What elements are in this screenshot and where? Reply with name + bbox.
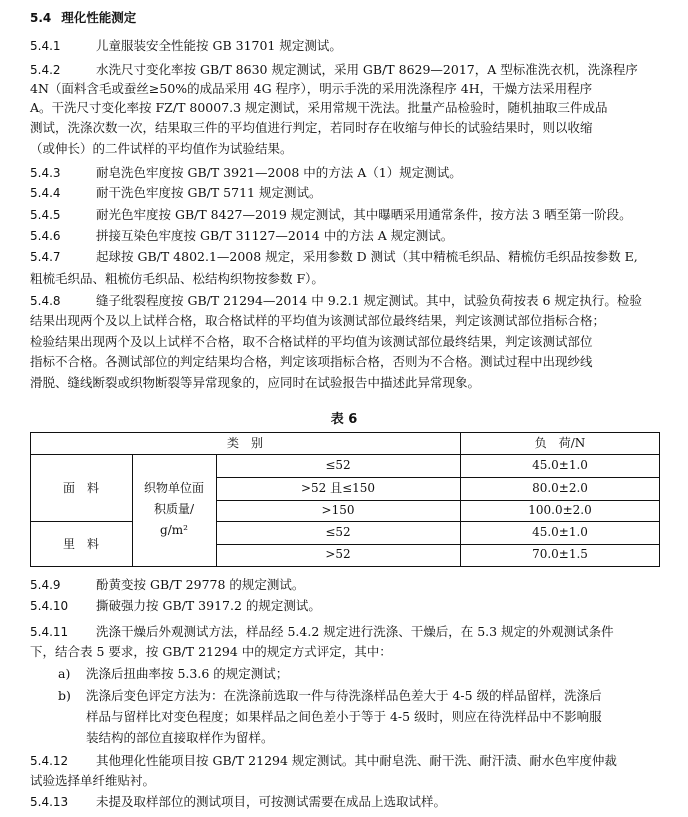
- clause-text-continued: 测试，洗涤次数一次，结果取三件的平均值进行判定，若同时存在收缩与伸长的试验结果时，则以收缩: [30, 120, 593, 135]
- list-marker-b: b): [58, 688, 71, 703]
- mass-label-line: 积质量/: [153, 502, 195, 516]
- clause-text: 耐光色牢度按 GB/T 8427—2019 规定测试，其中曝晒采用通常条件，按方法 3 晒至第一阶段。: [96, 207, 632, 222]
- mass-label-line: 织物单位面: [143, 481, 204, 495]
- section-number: 5.4: [30, 11, 52, 25]
- clause-text-continued: 下，结合表 5 要求，按 GB/T 21294 中的规定方式评定，其中：: [30, 644, 392, 659]
- clause-number: 5.4.6: [30, 229, 61, 243]
- clause-text: 未提及取样部位的测试项目，可按测试需要在成品上选取试样。: [96, 794, 447, 809]
- clause-5-4-12: [30, 753, 617, 769]
- list-item-text: 样品与留样比对变色程度；如果样品之间色差小于等于 4-5 级时，则应在待洗样品中不影响服: [86, 709, 602, 724]
- clause-5-4-2: [30, 62, 638, 78]
- clause-number: 5.4.11: [30, 625, 69, 639]
- clause-number: 5.4.13: [30, 795, 69, 809]
- mass-label-line: g/m²: [160, 523, 188, 537]
- clause-text-continued: 滑脱、缝线断裂或织物断裂等异常现象的，应同时在试验报告中描述此异常现象。: [30, 375, 481, 390]
- section-title: 理化性能测定: [61, 10, 137, 25]
- table-rule: [30, 566, 660, 567]
- mass-per-area-label: [132, 478, 216, 541]
- load-cell: 100.0±2.0: [528, 503, 592, 517]
- section-heading: [30, 10, 136, 26]
- header-category: 类 别: [226, 436, 263, 450]
- range-cell: >52: [325, 547, 351, 561]
- clause-text: 酚黄变按 GB/T 29778 的规定测试。: [96, 577, 305, 592]
- clause-5-4-13: [30, 794, 446, 810]
- clause-text: 缝子纰裂程度按 GB/T 21294—2014 中 9.2.1 规定测试。其中，试验负荷按表 6 规定执行。检验: [96, 293, 642, 308]
- clause-5-4-5: [30, 207, 632, 223]
- load-cell: 70.0±1.5: [532, 547, 588, 561]
- clause-number: 5.4.4: [30, 186, 61, 200]
- clause-text: 起球按 GB/T 4802.1—2008 规定，采用参数 D 测试（其中精梳毛织品、精梳仿毛织品按参数 E,: [96, 249, 638, 264]
- clause-text-continued: 试验选择单纤维贴衬。: [30, 773, 156, 788]
- load-cell: 45.0±1.0: [532, 525, 588, 539]
- load-cell: 45.0±1.0: [532, 458, 588, 472]
- lining-fabric-label: 里 料: [62, 537, 99, 551]
- clause-text-continued: 指标不合格。各测试部位的判定结果均合格，判定该项指标合格，否则为不合格。测试过程中出现纱线: [30, 354, 593, 369]
- table-title: 表 6: [330, 412, 358, 427]
- load-cell: 80.0±2.0: [532, 481, 588, 495]
- clause-number: 5.4.1: [30, 39, 61, 53]
- clause-5-4-9: [30, 577, 304, 593]
- clause-5-4-4: [30, 185, 321, 201]
- clause-text: 撕破强力按 GB/T 3917.2 的规定测试。: [96, 598, 321, 613]
- clause-text-continued: A。干洗尺寸变化率按 FZ/T 80007.3 规定测试，采用常规干洗法。批量产品检验时，随机抽取三件成品: [30, 100, 608, 115]
- clause-number: 5.4.10: [30, 599, 69, 613]
- clause-text: 水洗尺寸变化率按 GB/T 8630 规定测试，采用 GB/T 8629—2017，A 型标准洗衣机，洗涤程序: [96, 62, 638, 77]
- clause-5-4-7: [30, 249, 638, 265]
- table-rule: [30, 521, 132, 522]
- clause-text-continued: （或伸长）的二件试样的平均值作为试验结果。: [30, 141, 293, 156]
- range-cell: >150: [321, 503, 355, 517]
- range-cell: ≤52: [325, 525, 351, 539]
- clause-number: 5.4.5: [30, 208, 61, 222]
- clause-5-4-10: [30, 598, 321, 614]
- clause-5-4-11: [30, 624, 614, 640]
- face-fabric-label: 面 料: [62, 481, 99, 495]
- clause-5-4-3: [30, 165, 462, 181]
- clause-number: 5.4.9: [30, 578, 61, 592]
- clause-number: 5.4.2: [30, 63, 61, 77]
- header-load: 负 荷/N: [534, 436, 586, 450]
- clause-5-4-6: [30, 228, 453, 244]
- clause-text-continued: 检验结果出现两个及以上试样不合格，取不合格试样的平均值为该测试部位最终结果，判定该测试部位: [30, 334, 593, 349]
- list-item-text: 装结构的部位直接取样作为留样。: [86, 730, 274, 745]
- clause-text-continued: 结果出现两个及以上试样合格，取合格试样的平均值为该测试部位最终结果，判定该测试部位指标合格；: [30, 313, 606, 328]
- clause-5-4-8: [30, 293, 642, 309]
- clause-number: 5.4.7: [30, 250, 61, 264]
- clause-text: 儿童服装安全性能按 GB 31701 规定测试。: [96, 38, 342, 53]
- clause-number: 5.4.12: [30, 754, 69, 768]
- clause-text-continued: 粗梳毛织品、粗梳仿毛织品、松结构织物按参数 F）。: [30, 271, 324, 286]
- list-item-text: 洗涤后扭曲率按 5.3.6 的规定测试；: [86, 666, 289, 681]
- clause-5-4-1: [30, 38, 342, 54]
- clause-text: 洗涤干燥后外观测试方法，样品经 5.4.2 规定进行洗涤、干燥后，在 5.3 规定的外观测试条件: [96, 624, 614, 639]
- clause-text: 耐干洗色牢度按 GB/T 5711 规定测试。: [96, 185, 322, 200]
- range-cell: >52 且≤150: [300, 481, 376, 495]
- clause-text: 耐皂洗色牢度按 GB/T 3921—2008 中的方法 A（1）规定测试。: [96, 165, 462, 180]
- clause-number: 5.4.8: [30, 294, 61, 308]
- clause-text: 拼接互染色牢度按 GB/T 31127—2014 中的方法 A 规定测试。: [96, 228, 454, 243]
- clause-text: 其他理化性能项目按 GB/T 21294 规定测试。其中耐皂洗、耐干洗、耐汗渍、耐水色牢度仲裁: [96, 753, 617, 768]
- table-6: [30, 432, 660, 567]
- list-marker-a: a): [58, 666, 71, 681]
- list-item-text: 洗涤后变色评定方法为：在洗涤前选取一件与待洗涤样品色差大于 4-5 级的样品留样，洗涤后: [86, 688, 602, 703]
- clause-text-continued: 4N（面料含毛或蚕丝≥50%的成品采用 4G 程序），明示手洗的采用洗涤程序 4H，干燥方法采用程序: [30, 81, 593, 96]
- range-cell: ≤52: [325, 458, 351, 472]
- clause-number: 5.4.3: [30, 166, 61, 180]
